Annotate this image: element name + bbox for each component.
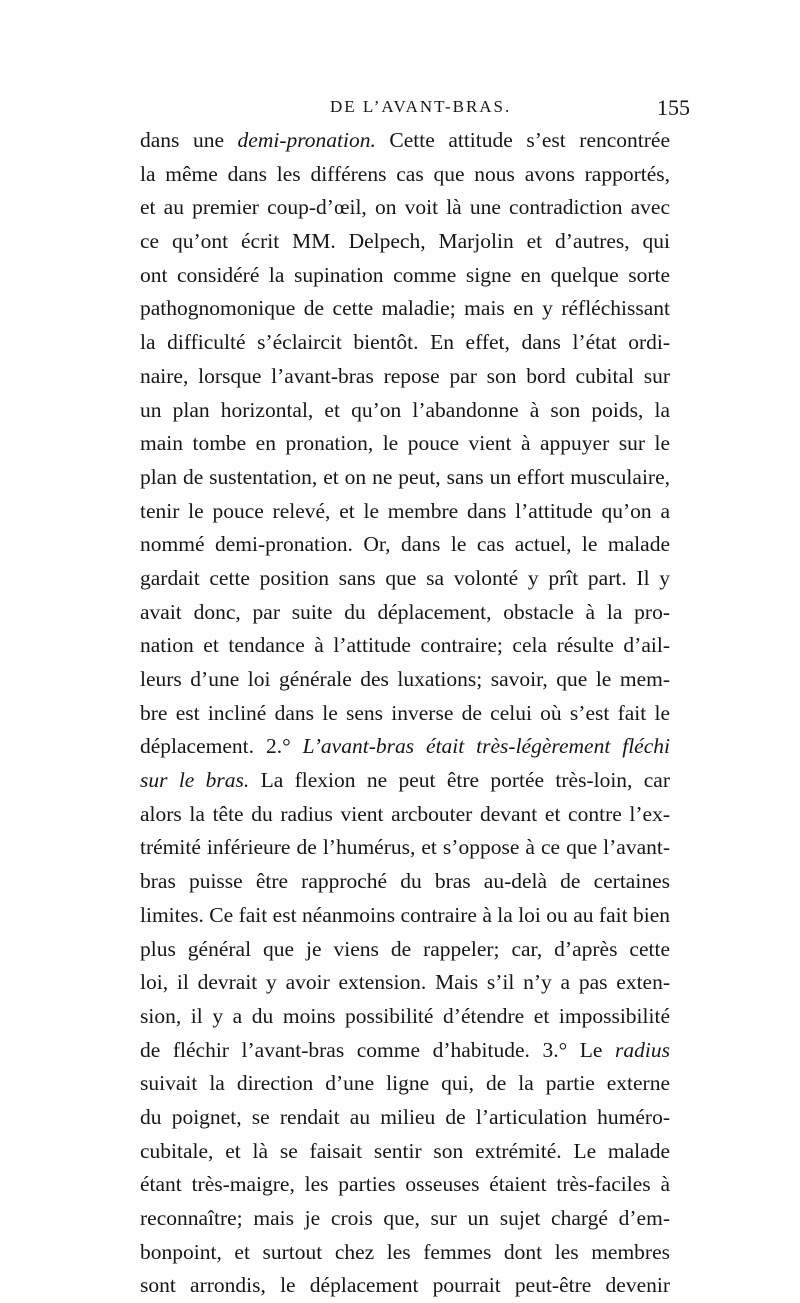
text-run: cubitale, et là se faisait sentir son extrémité. Le malade	[140, 1138, 670, 1163]
text-run: bonpoint, et surtout chez les femmes dont les membres	[140, 1239, 670, 1264]
text-run: Cette attitude s’est rencontrée	[375, 128, 670, 152]
text-run: avait donc, par suite du déplacement, obstacle à la pro-	[140, 599, 670, 624]
text-line	[140, 225, 670, 259]
italic-text: sur le bras.	[140, 768, 250, 793]
text-line	[140, 1000, 670, 1034]
text-run: gardait cette position sans que sa volonté y prît part. Il y	[140, 565, 670, 590]
text-run: ce qu’ont écrit MM. Delpech, Marjolin et d’autres, qui	[140, 229, 670, 254]
text-line	[140, 966, 670, 1000]
text-line	[140, 798, 670, 832]
text-run: limites. Ce fait est néanmoins contraire à la loi ou au fait bien	[140, 902, 670, 927]
text-line	[140, 427, 670, 461]
text-run: alors la tête du radius vient arcbouter devant et contre l’ex-	[140, 801, 670, 826]
text-line	[140, 360, 670, 394]
running-head	[130, 95, 690, 125]
text-line	[140, 629, 670, 663]
text-line	[140, 1034, 670, 1068]
text-run: déplacement. 2.°	[140, 734, 303, 759]
text-run: dans une	[140, 128, 238, 152]
text-line	[140, 1168, 670, 1202]
text-run: la même dans les différens cas que nous avons rapportés,	[140, 161, 670, 186]
text-run: un plan horizontal, et qu’on l’abandonne à son poids, la	[140, 397, 670, 422]
text-run: plus général que je viens de rappeler; car, d’après cette	[140, 936, 670, 961]
text-line	[140, 899, 670, 933]
text-line	[140, 1202, 670, 1236]
text-run: leurs d’une loi générale des luxations; savoir, que le mem-	[140, 667, 670, 691]
text-run: main tombe en pronation, le pouce vient à appuyer sur le	[140, 431, 670, 456]
text-line	[140, 495, 670, 529]
text-line	[140, 326, 670, 360]
text-run: trémité inférieure de l’humérus, et s’oppose à ce que l’avant-	[140, 835, 670, 860]
text-line	[140, 1067, 670, 1101]
text-line	[140, 663, 670, 697]
text-run: la difficulté s’éclaircit bientôt. En effet, dans l’état ordi-	[140, 330, 670, 355]
text-run: de fléchir l’avant-bras comme d’habitude. 3.° Le	[140, 1037, 616, 1062]
text-line	[140, 259, 670, 293]
text-run: bras puisse être rapproché du bras au-delà de certaines	[140, 869, 670, 894]
text-run: nation et tendance à l’attitude contraire; cela résulte d’ail-	[140, 633, 670, 658]
text-line	[140, 158, 670, 192]
italic-text: L’avant-bras était très-légèrement fléchi	[302, 734, 670, 759]
text-run: pathognomonique de cette maladie; mais en y réfléchissant	[140, 296, 670, 321]
text-line	[140, 831, 670, 865]
text-run: La flexion ne peut être portée très-loin, car	[249, 768, 671, 793]
running-title: DE L’AVANT-BRAS.	[330, 97, 512, 116]
text-run: suivait la direction d’une ligne qui, de la partie externe	[140, 1071, 670, 1096]
text-run: et au premier coup-d’œil, on voit là une contradiction avec	[140, 195, 670, 220]
text-run: bre est incliné dans le sens inverse de celui où s’est fait le	[140, 700, 670, 725]
text-line	[140, 124, 670, 158]
text-run: naire, lorsque l’avant-bras repose par son bord cubital sur	[140, 363, 670, 388]
text-run: plan de sustentation, et on ne peut, sans un effort musculaire,	[140, 464, 670, 489]
text-line	[140, 865, 670, 899]
text-run: tenir le pouce relevé, et le membre dans l’attitude qu’on a	[140, 498, 670, 523]
text-line	[140, 1135, 670, 1169]
text-line	[140, 730, 670, 764]
text-run: loi, il devrait y avoir extension. Mais s’il n’y a pas exten-	[140, 970, 670, 995]
italic-text: demi-pronation.	[237, 128, 376, 152]
text-line	[140, 562, 670, 596]
text-line	[140, 1269, 670, 1303]
text-line	[140, 1101, 670, 1135]
body-text	[140, 124, 670, 1303]
text-line	[140, 461, 670, 495]
italic-text: radius	[615, 1037, 670, 1062]
text-run: ont considéré la supination comme signe en quelque sorte	[140, 262, 670, 287]
text-line	[140, 596, 670, 630]
text-run: reconnaître; mais je crois que, sur un sujet chargé d’em-	[140, 1206, 670, 1230]
text-line	[140, 697, 670, 731]
text-line	[140, 933, 670, 967]
text-line	[140, 292, 670, 326]
text-line	[140, 764, 670, 798]
text-line	[140, 394, 670, 428]
text-line	[140, 1236, 670, 1270]
text-run: sion, il y a du moins possibilité d’étendre et impossibilité	[140, 1003, 670, 1028]
text-run: étant très-maigre, les parties osseuses étaient très-faciles à	[140, 1172, 670, 1197]
text-line	[140, 191, 670, 225]
text-run: nommé demi-pronation. Or, dans le cas actuel, le malade	[140, 532, 670, 557]
text-line	[140, 528, 670, 562]
page-number: 155	[657, 95, 690, 120]
text-run: sont arrondis, le déplacement pourrait peut-être devenir	[140, 1273, 670, 1298]
text-run: du poignet, se rendait au milieu de l’articulation huméro-	[140, 1104, 670, 1129]
